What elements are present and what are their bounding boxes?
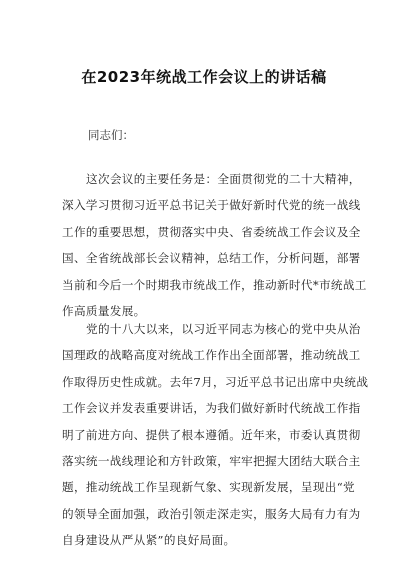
text-line: 落实统一战线理论和方针政策，牢牢把握大团结大联合主	[62, 453, 361, 468]
text-line: 这次会议的主要任务是：全面贯彻党的二十大精神，	[86, 172, 361, 186]
text-line: 党的十八大以来，以习近平同志为核心的党中央从治	[86, 322, 361, 336]
text-line: 国理政的战略高度对统战工作作出全面部署，推动统战工	[62, 348, 361, 363]
text-line: 的领导全面加强，政治引领走深走实，服务大局有力有为	[62, 506, 361, 521]
text-line: 工作的重要思想，贯彻落实中央、省委统战工作会议及全	[62, 224, 361, 239]
paragraph-2	[62, 316, 369, 554]
text-line: 题，推动统战工作呈现新气象、实现新发展，呈现出“党	[62, 480, 355, 495]
text-line: 自身建设从严从紧”的良好局面。	[62, 533, 236, 548]
document-title: 在2023年统战工作会议上的讲话稿	[81, 68, 327, 86]
text-line: 明了前进方向、提供了根本遵循。近年来，市委认真贯彻	[62, 427, 361, 442]
text-line: 作高质量发展。	[62, 303, 146, 318]
salutation: 同志们：	[88, 128, 134, 142]
text-line: 深入学习贯彻习近平总书记关于做好新时代党的统一战线	[62, 198, 361, 213]
text-line: 作取得历史性成就。去年7月，习近平总书记出席中央统战	[62, 374, 369, 389]
text-line: 国、全省统战部长会议精神，总结工作，分析问题，部署	[62, 251, 361, 266]
text-line: 当前和今后一个时期我市统战工作，推动新时代*市统战工	[62, 277, 367, 292]
paragraph-1	[62, 166, 367, 324]
text-line: 工作会议并发表重要讲话，为我们做好新时代统战工作指	[62, 401, 361, 416]
